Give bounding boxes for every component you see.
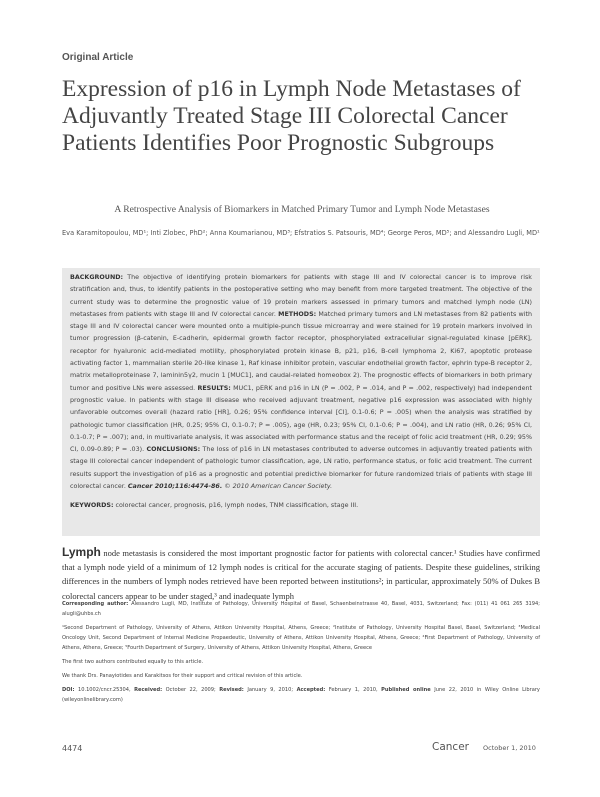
journal-name: Cancer [432,741,469,753]
received-label: Received: [134,687,163,693]
methods-text: Matched primary tumors and LN metastases from 82 patients with stage III and IV colorectal cancer were mounted onto a multiple-punch tissue microarray and were stained for 19 protein markers involved in tumor progression (β-catenin, E-cadherin, epidermal growth factor receptor, phosphorylated extracellular signal-regulated kinase [pERK], receptor for hyaluronic acid-mediated motility, phosphorylated protein kinase B, p21, p16, B-cell lymphoma 2, Ki67, apoptotic protease activating factor 1, mammalian sterile 20-like kinase 1, Raf kinase inhibitor protein, vascular endothelial growth factor, ephrin type-B receptor 2, matrix metalloproteinase 7, laminin5γ2, mucin 1 [MUC1], and caudal-related homeobox 2). The prognostic effects of biomarkers in both primary tumor and positive LNs were assessed. [70,310,532,392]
accepted-date: February 1, 2010, [328,687,378,693]
copyright: © 2010 American Cancer Society. [224,483,333,491]
lead-word: Lymph [62,545,101,559]
published-date: June 22, 2010 in Wiley Online Library (wileyonlinelibrary.com) [62,687,540,703]
issue-date: October 1, 2010 [483,744,536,752]
background-text: The objective of identifying protein biomarkers for patients with stage III and IV colorectal cancer is to improve risk stratification and, thus, to identify patients in the postoperative setting who may benefit from more targeted treatment. The objective of the current study was to determine the prognostic value of 19 protein markers assessed in primary tumors and matched lymph node (LN) metastases from patients with stage III and IV colorectal cancer. [70,274,532,318]
footnotes [62,599,540,709]
revised-label: Revised: [219,687,244,693]
keywords-label: KEYWORDS: [70,502,114,510]
doi[interactable]: 10.1002/cncr.25304, [77,687,131,693]
body-paragraph [62,545,540,603]
conclusions-text: The loss of p16 in LN metastases contributed to adverse outcomes in adjuvantly treated patients with stage III colorectal cancer independent of pathologic tumor classification, age, LN ratio, performance status, or folic acid treatment. The current results support the investigation of p16 as a prognostic and potential predictive biomarker for future randomized trials of patients with stage III colorectal cancer. [70,446,532,491]
methods-label: METHODS: [278,310,317,318]
keywords-text: colorectal cancer, prognosis, p16, lymph nodes, TNM classification, stage III. [115,502,359,510]
body-text: node metastasis is considered the most important prognostic factor for patients with colorectal cancer.¹ Studies have confirmed that a lymph node yield of a minimum of 12 lymph nodes is critical for the accurate staging of patients. Despite these guidelines, striking differences in the numbers of lymph nodes retrieved have been reported between institutions²; in particular, approximately 50% of Dukes B colorectal cancers appear to be under staged,³ and inadequate lymph [62,548,540,601]
article-subtitle: A Retrospective Analysis of Biomarkers in Matched Primary Tumor and Lymph Node Metastases [114,204,490,215]
revised-date: January 9, 2010; [247,687,294,693]
equal-contribution-note: The first two authors contributed equally to this article. [62,659,204,665]
published-label: Published online [381,687,431,693]
accepted-label: Accepted: [296,687,326,693]
results-label: RESULTS: [197,384,231,392]
article-type: Original Article [62,52,134,63]
abstract-text [70,272,532,493]
received-date: October 22, 2009; [165,687,216,693]
acknowledgment: We thank Drs. Panayiotides and Karakitsos for their support and critical revision of this article. [62,673,303,679]
affiliations: ¹Second Department of Pathology, University of Athens, Attikon University Hospital, Athens, Greece; ²Institute of Pathology, University Hospital Basel, Basel, Switzerland; ³Medical Oncology Unit, Second Department of Internal Medicine Propaedeutic, University of Athens, Attikon University Hospital, Athens, Greece; ⁴First Department of Pathology, University of Athens, Athens, Greece; ⁵Fourth Department of Surgery, University of Athens, Attikon University Hospital, Athens, Greece [62,625,540,651]
page-number: 4474 [62,744,83,753]
keywords [70,500,532,512]
corresponding-label: Corresponding author: [62,601,129,607]
corresponding-text: Alessandro Lugli, MD, Institute of Pathology, University Hospital of Basel, Schaenbeinstrasse 40, Basel, 4031, Switzerland; Fax: (011) 41 061 265 3194; alugli@uhbs.ch [62,601,541,617]
results-text: MUC1, pERK and p16 in LN (P = .002, P = .014, and P = .002, respectively) had independent prognostic value. In patients with stage III disease who received adjuvant treatment, negative p16 expression was associated with highly unfavorable outcomes overall (hazard ratio [HR], 0.26; 95% confidence interval [CI], 0.1-0.6; P = .005) when the analysis was stratified by pathologic tumor classification (HR, 0.25; 95% CI, 0.1-0.7; P = .005), age (HR, 0.23; 95% CI, 0.1-0.6; P = .004), and LN ratio (HR, 0.26; 95% CI, 0.1-0.7; P = .007); and, in multivariate analysis, it was associated with performance status and the receipt of folic acid treatment (HR, 0.29; 95% CI, 0.09-0.89; P = .03). [70,384,532,454]
author-list: Eva Karamitopoulou, MD¹; Inti Zlobec, PhD²; Anna Koumarianou, MD³; Efstratios S. Patsouris, MD⁴; George Peros, MD⁵; and Alessandro Lugli, MD¹ [62,229,540,237]
citation: Cancer 2010;116:4474-86. [127,483,223,491]
corresponding-author [62,599,540,619]
publication-history [62,685,540,705]
doi-label: DOI: [62,687,75,693]
abstract-box [62,268,540,536]
article-title: Expression of p16 in Lymph Node Metastases of Adjuvantly Treated Stage III Colorectal Cancer Patients Identifies Poor Prognostic Subgroups [62,76,521,156]
background-label: BACKGROUND: [70,274,124,281]
conclusions-label: CONCLUSIONS: [146,446,201,454]
